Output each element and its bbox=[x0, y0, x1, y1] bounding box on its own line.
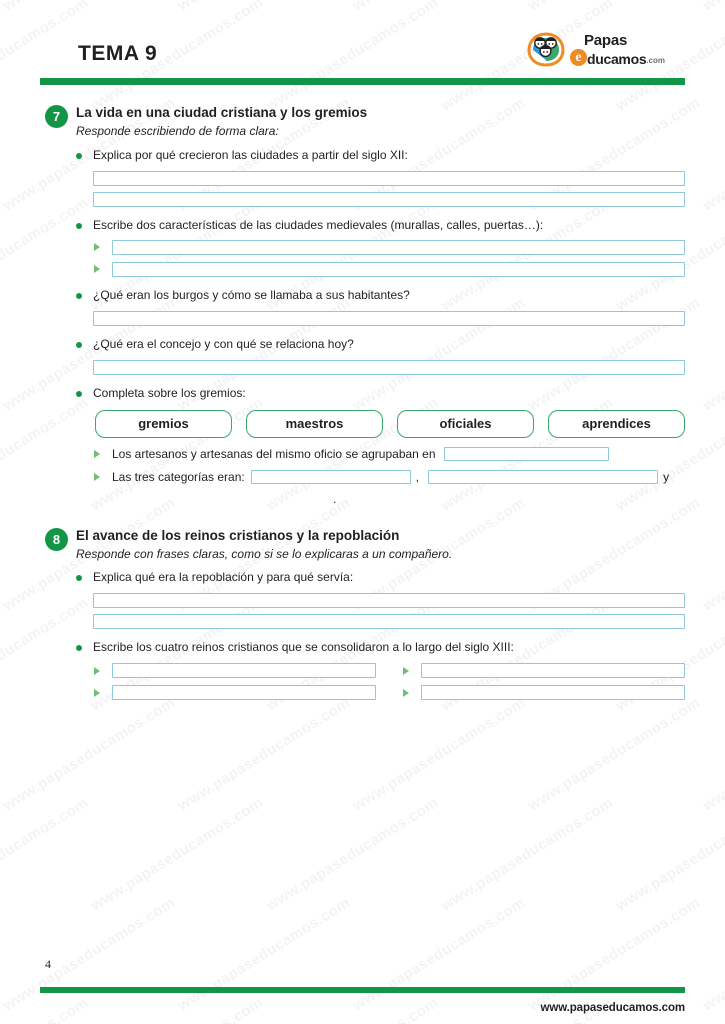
arrow-right-icon bbox=[94, 667, 100, 675]
answer-field[interactable] bbox=[93, 192, 685, 207]
section-subtitle-8: Responde con frases claras, como si se lo explicaras a un compañero. bbox=[76, 546, 453, 561]
fill-in-row-3 bbox=[93, 492, 685, 506]
question-item bbox=[76, 337, 685, 375]
sub-answer-row bbox=[402, 685, 685, 700]
word-bank-option[interactable]: aprendices bbox=[548, 410, 685, 438]
footer-divider bbox=[40, 987, 685, 993]
brand-name-educamos-row bbox=[570, 49, 665, 66]
answer-column-right bbox=[402, 663, 685, 700]
question-item bbox=[76, 288, 685, 326]
sub-answer-row bbox=[93, 262, 685, 277]
question-item bbox=[76, 640, 685, 700]
question-text: Escribe dos características de las ciudades medievales (murallas, calles, puertas…): bbox=[93, 217, 544, 232]
section-number-badge-7: 7 bbox=[45, 105, 68, 128]
page-title: TEMA 9 bbox=[78, 42, 158, 65]
answer-field[interactable] bbox=[421, 685, 685, 700]
answer-blank[interactable] bbox=[444, 447, 609, 461]
arrow-right-icon bbox=[94, 265, 100, 273]
section-8 bbox=[40, 528, 685, 701]
answer-field[interactable] bbox=[93, 171, 685, 186]
fill-in-row-2 bbox=[93, 470, 685, 484]
page-number: 4 bbox=[45, 957, 51, 971]
brand-wordmark bbox=[570, 32, 665, 66]
header-divider bbox=[40, 78, 685, 85]
bullet-dot-icon bbox=[76, 223, 82, 229]
question-list-8 bbox=[76, 570, 685, 700]
comma-separator: , bbox=[415, 469, 420, 484]
question-text: Escribe los cuatro reinos cristianos que se consolidaron a lo largo del siglo XIII: bbox=[93, 640, 514, 655]
answer-field[interactable] bbox=[112, 240, 685, 255]
brand-tld: .com bbox=[646, 56, 665, 65]
answer-field[interactable] bbox=[93, 614, 685, 629]
bullet-dot-icon bbox=[76, 293, 82, 299]
answer-blank[interactable] bbox=[251, 470, 411, 484]
question-text: Completa sobre los gremios: bbox=[93, 385, 246, 400]
section-subtitle-7: Responde escribiendo de forma clara: bbox=[76, 124, 279, 139]
answer-field[interactable] bbox=[93, 360, 685, 375]
page-footer bbox=[40, 987, 685, 1014]
page-header bbox=[40, 0, 685, 78]
answer-blank[interactable] bbox=[428, 470, 658, 484]
section-number-badge-8: 8 bbox=[45, 528, 68, 551]
question-list-7 bbox=[76, 148, 685, 506]
arrow-right-icon bbox=[94, 473, 100, 481]
word-bank-option[interactable]: gremios bbox=[95, 410, 232, 438]
brand-name-educamos: ducamos bbox=[586, 51, 647, 67]
question-text: Explica qué era la repoblación y para qué servía: bbox=[93, 570, 354, 585]
sub-answer-row bbox=[93, 685, 376, 700]
answer-field[interactable] bbox=[112, 685, 376, 700]
bullet-dot-icon bbox=[76, 575, 82, 581]
children-faces-icon bbox=[526, 30, 566, 68]
answer-field[interactable] bbox=[112, 663, 376, 678]
bullet-dot-icon bbox=[76, 391, 82, 397]
question-item bbox=[76, 148, 685, 207]
word-bank-option[interactable]: maestros bbox=[246, 410, 383, 438]
two-column-answers bbox=[93, 663, 685, 700]
conjunction-label: y bbox=[663, 469, 670, 484]
answer-field[interactable] bbox=[93, 593, 685, 608]
arrow-right-icon bbox=[94, 450, 100, 458]
bullet-dot-icon bbox=[76, 645, 82, 651]
fill-in-label: Las tres categorías eran: bbox=[112, 469, 245, 484]
section-title-7: La vida en una ciudad cristiana y los gremios bbox=[76, 105, 368, 120]
question-text: ¿Qué era el concejo y con qué se relaciona hoy? bbox=[93, 336, 354, 351]
bullet-dot-icon bbox=[76, 342, 82, 348]
fill-in-row-1 bbox=[93, 447, 685, 461]
word-bank-option[interactable]: oficiales bbox=[397, 410, 534, 438]
arrow-right-icon bbox=[403, 689, 409, 697]
question-item bbox=[76, 570, 685, 629]
period-mark: . bbox=[333, 491, 337, 506]
fill-in-label: Los artesanos y artesanas del mismo oficio se agrupaban en bbox=[112, 446, 436, 461]
word-bank bbox=[93, 410, 685, 438]
answer-field[interactable] bbox=[93, 311, 685, 326]
sub-answer-row bbox=[402, 663, 685, 678]
arrow-right-icon bbox=[94, 243, 100, 251]
arrow-right-icon bbox=[94, 689, 100, 697]
section-7 bbox=[40, 105, 685, 506]
footer-url: www.papaseducamos.com bbox=[540, 1002, 685, 1014]
arrow-right-icon bbox=[403, 667, 409, 675]
question-item bbox=[76, 386, 685, 506]
answer-column-left bbox=[93, 663, 376, 700]
sub-answer-row bbox=[93, 240, 685, 255]
brand-e-badge: e bbox=[570, 49, 587, 66]
question-text: Explica por qué crecieron las ciudades a partir del siglo XII: bbox=[93, 147, 408, 162]
bullet-dot-icon bbox=[76, 153, 82, 159]
section-title-8: El avance de los reinos cristianos y la repoblación bbox=[76, 527, 400, 543]
brand-logo bbox=[526, 30, 665, 68]
brand-name-papas: Papas bbox=[583, 32, 628, 49]
question-text: ¿Qué eran los burgos y cómo se llamaba a sus habitantes? bbox=[93, 287, 410, 302]
answer-field[interactable] bbox=[112, 262, 685, 277]
sub-answer-row bbox=[93, 663, 376, 678]
question-item bbox=[76, 218, 685, 277]
answer-field[interactable] bbox=[421, 663, 685, 678]
